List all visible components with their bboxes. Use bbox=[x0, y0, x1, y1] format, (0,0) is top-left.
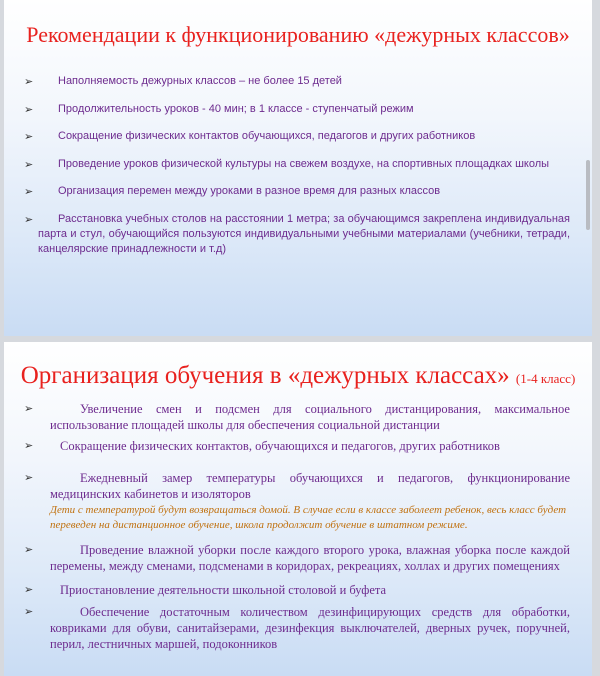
arrow-bullet-icon: ➢ bbox=[24, 402, 34, 415]
list-item: ➢ Ежедневный замер температуры обучающихся и педагогов, функционирование медицинских кабинетов и изоляторов bbox=[24, 471, 570, 501]
arrow-bullet-icon: ➢ bbox=[24, 185, 34, 198]
arrow-bullet-icon: ➢ bbox=[24, 605, 34, 618]
temperature-note: Дети с температурой будут возвращаться домой. В случае если в классе заболеет ребенок, весь класс будет переведен на дистанционное обучение, школа продолжит обучение в штатном режиме. bbox=[50, 504, 567, 531]
slide-title: Рекомендации к функционированию «дежурных классов» bbox=[26, 22, 570, 47]
list-item: ➢ Продолжительность уроков - 40 мин; в 1 классе - ступенчатый режим bbox=[24, 103, 414, 116]
list-item: ➢ Сокращение физических контактов, обучающихся и педагогов, других работников bbox=[24, 439, 500, 453]
arrow-bullet-icon: ➢ bbox=[24, 583, 34, 596]
arrow-bullet-icon: ➢ bbox=[24, 213, 34, 226]
list-item: ➢ Расстановка учебных столов на расстоянии 1 метра; за обучающимся закреплена индивидуальная парта и стул, обучающийся пользуются индивидуальными учебными материалами (учебники, тетради, канцелярские принадлежности и т.д) bbox=[24, 213, 570, 255]
list-item: ➢ Проведение уроков физической культуры на свежем воздухе, на спортивных площадках школы bbox=[24, 158, 550, 171]
list-item: ➢ Обеспечение достаточным количеством дезинфицирующих средств для обработки, ковриками для обуви, санитайзерами, дезинфекция выключателей, дверных ручек, поручней, перил, лестничных маршей, подоконников bbox=[24, 605, 570, 651]
slide-recommendations bbox=[4, 0, 592, 336]
list-item: ➢ Приостановление деятельности школьной столовой и буфета bbox=[24, 583, 387, 597]
arrow-bullet-icon: ➢ bbox=[24, 103, 34, 116]
slide-organization bbox=[4, 342, 592, 676]
scrollbar-thumb[interactable] bbox=[586, 160, 590, 230]
list-item: ➢ Проведение влажной уборки после каждого второго урока, влажная уборка после каждой перемены, между сменами, подсменами в коридорах, рекреациях, холлах и других помещениях bbox=[24, 543, 570, 573]
arrow-bullet-icon: ➢ bbox=[24, 439, 34, 452]
arrow-bullet-icon: ➢ bbox=[24, 158, 34, 171]
list-item: ➢ Сокращение физических контактов обучающихся, педагогов и других работников bbox=[24, 130, 476, 143]
list-item: ➢ Наполняемость дежурных классов – не более 15 детей bbox=[24, 75, 342, 88]
list-item: ➢ Организация перемен между уроками в разное время для разных классов bbox=[24, 185, 441, 198]
slide-title: Организация обучения в «дежурных классах» (1-4 класс) bbox=[20, 362, 576, 389]
arrow-bullet-icon: ➢ bbox=[24, 130, 34, 143]
title-note: (1-4 класс) bbox=[515, 371, 576, 386]
arrow-bullet-icon: ➢ bbox=[24, 471, 34, 484]
list-item: ➢ Увеличение смен и подсмен для социального дистанцирования, максимальное использование площадей школы для обеспечения социальной дистанции bbox=[24, 402, 570, 432]
arrow-bullet-icon: ➢ bbox=[24, 543, 34, 556]
arrow-bullet-icon: ➢ bbox=[24, 75, 34, 88]
